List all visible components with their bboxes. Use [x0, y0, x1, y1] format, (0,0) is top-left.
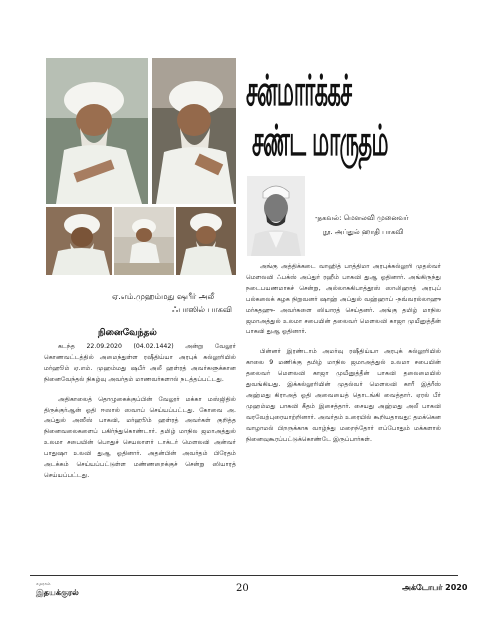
magazine-brand: இதயக்குரல் — [36, 588, 79, 597]
right-column — [246, 262, 441, 448]
left-column — [44, 342, 236, 484]
credit-line-2: நூ. அப்துல் ஹாதி பாகவி — [323, 228, 404, 236]
article-title-line-2: சண்ட மாருதம் — [252, 116, 388, 166]
right-paragraph-2: பின்னர் இரண்டாம் அமர்வு ரஷீதிய்யா அரபுக் கல்லூரியில் காலை 9 மணிக்கு தமிழ் மாநில ஜமாஅத்துல் உலமா சபையின் தலைவர் மௌலவி காஜா முயீனுத்தீன் பாகவி தலைமையில் துவங்கியது. இக்கல்லூரியின் முதல்வர் மௌலவி காரீ இத்ரீஸ் அஹ்மது கிராஅத் ஓதி அவையைத் தொடங்கி வைத்தார். ஏரல் பீர் முஹம்மது பாகவி கீதம் இசைத்தார். சையது அஹ்மது அலீ பாகவி வரவேற்புரையாற்றினார். அவர்தம் உரையில் கூறியதாவது: தமக்கென வாழாமல் பிறருக்காக வாழ்ந்து மறைந்தோர் எப்போதும் மக்களால் நினைவுகூரப்பட்டுக்கொண்டே இருப்பார்கள். — [246, 348, 441, 443]
section-heading: நினைவேந்தல் — [98, 328, 157, 338]
right-paragraph-1: அங்கு அத்திக்கடை வாஹித் பாத்திமா அரபுக்கல்லூரி முதல்வர் மௌலவி ஃபக்ஸ் அப்துர் ரஹீம் பாகவி துஆ ஓதினார். அங்கிருந்து நடைபயணமாகச் சென்று, அல்லாசுகிபாத்தூஸ் ஸாலிஹாத் அரபுப் பல்கலைக் கழக நிறுவனர் ஷாஹ் அப்துல் வஹ்ஹாப் -நவ்வரல்லாஹு மர்கதஹு- அவர்களை ஸியாரத் செய்தனர். அங்கு தமிழ் மாநில ஜமாஅத்துல் உலமா சபையின் தலைவர் மௌலவி காஜா முயீனுத்தீன் பாகவி துஆ ஓதினார். — [246, 263, 441, 336]
scholar-photo-2 — [152, 58, 236, 204]
scholar-photo-4 — [114, 207, 174, 275]
article-title-line-1: சன்மார்க்கச் — [246, 66, 352, 116]
scholar-photo-1 — [46, 58, 148, 204]
magazine-brand-small: சமரசம் — [36, 582, 51, 587]
photo-caption-line-2: ஃபாஸில் பாகவி — [172, 305, 232, 314]
footer-divider — [30, 575, 458, 576]
page-number: 20 — [236, 583, 249, 594]
left-paragraph-2: அதிகாலைத் தொழுகைக்குப்பின் வேலூர் மக்கா மஸ்ஜிதில் திருக்குர்ஆன் ஓதி ஈஸால் ஸவாப் செய்யப்பட்டது. கோவை அ. அப்துல் அஸீஸ் பாகவி, மர்ஹூம் ஹள்ரத் அவர்கள் குறித்த நினைவலைகளைப் பகிர்ந்துகொண்டார். தமிழ் மாநில ஜமாஅத்துல் உலமா சபையின் பொதுச் செயலாளர் டாக்டர் மௌலவி அன்வர் பாதுஷா உலவி துஆ ஓதினார். அதன்பின் அவர்தம் பிரேதம் அடக்கம் செய்யப்பட்டுள்ள மண்ணறைக்குச் சென்று ஸியாரத் செய்யப்பட்டது. — [44, 395, 236, 479]
scholar-photo-3 — [46, 207, 112, 275]
issue-date: அக்டோபர் 2020 — [402, 583, 468, 592]
left-paragraph-1: கடந்த 22.09.2020 (04.02.1442) அன்று வேலூர் கொணவட்டத்தில் அமைந்துள்ள ரஷீதிய்யா அரபுக் கல்லூரியில் மர்ஹூம் ஏ.எம். முஹம்மது ஷபீர் அலீ ஹள்ரத் அவர்களுக்கான நினைவேந்தல் நிகழ்வு அவர்தம் மாணவர்களால் நடத்தப்பட்டது. — [44, 343, 236, 383]
scholar-photo-5 — [176, 207, 236, 275]
author-photo — [247, 176, 305, 256]
credit-line-1: -தகவல்: மௌலவி முனைவர் — [315, 214, 409, 222]
photo-caption-line-1: ஏ.எம்.முஹம்மது ஷபீர் அலீ — [112, 292, 215, 301]
